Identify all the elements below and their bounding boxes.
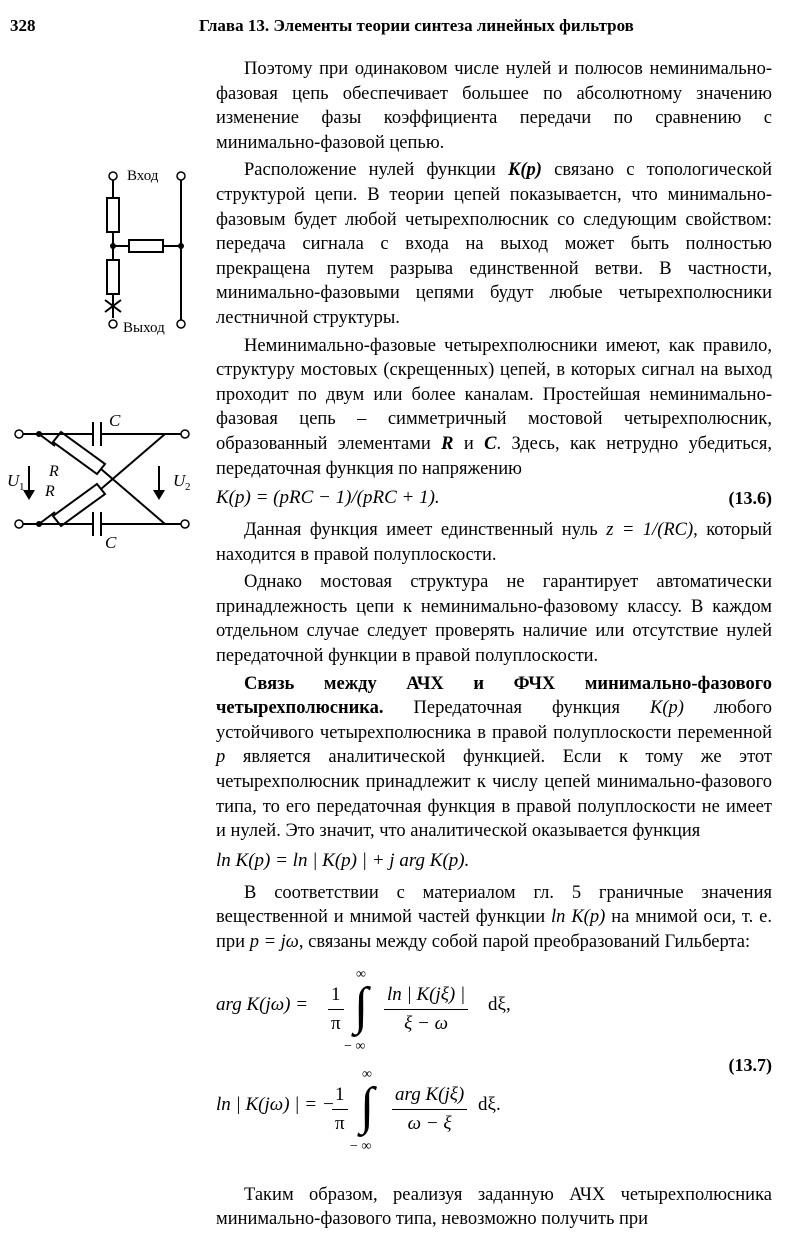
terminal-icon bbox=[177, 320, 185, 328]
text-run: на мнимой оси, т. е. при bbox=[216, 907, 772, 952]
voltage-in-subscript: 1 bbox=[19, 481, 25, 493]
hilbert-row-1 bbox=[216, 963, 772, 1053]
bridge-circuit-diagram bbox=[5, 408, 205, 553]
fraction-numerator: arg K(jξ) bbox=[395, 1083, 465, 1105]
chapter-title: Глава 13. Элементы теории синтеза линейных фильтров bbox=[199, 16, 634, 35]
running-head bbox=[10, 16, 790, 42]
fraction-numerator: ln | K(jξ) | bbox=[387, 983, 466, 1005]
equation-lhs: ln | K(jω) | = − bbox=[216, 1093, 335, 1115]
terminal-icon bbox=[15, 520, 23, 528]
lower-limit: − ∞ bbox=[350, 1138, 372, 1154]
lower-limit: − ∞ bbox=[344, 1038, 366, 1054]
capacitor-label-bottom: C bbox=[105, 533, 117, 552]
upper-limit: ∞ bbox=[362, 1066, 372, 1082]
ladder-circuit-figure bbox=[95, 160, 210, 340]
differential: dξ. bbox=[478, 1093, 501, 1115]
resistor-label-lower: R bbox=[45, 483, 55, 500]
differential: dξ, bbox=[488, 993, 511, 1015]
voltage-out-label: U bbox=[173, 471, 186, 490]
text-run: и bbox=[453, 433, 485, 454]
junction-dot bbox=[36, 431, 42, 437]
terminal-icon bbox=[181, 520, 189, 528]
paragraph: Поэтому при одинаковом числе нулей и полюсов неминимально-фазовая цепь обеспечивает большее по абсолютному значению изменение фазы коэффициента передачи по сравнению с минимально-фазовой цепью. bbox=[216, 59, 772, 153]
voltage-out-subscript: 2 bbox=[185, 481, 191, 493]
text-run: связано с топологической структурой цепи. В теории цепей показываетсн, что минимально-фазовым будет любой четырехполюсник со следующим свойством: передача сигнала с входа на выход может быть полностью прекращена путем разрыва единственной ветви. В частности, минимально-фазовыми цепями будут любые четырехполюсники лестничной структуры. bbox=[216, 160, 773, 328]
integral-sign: ∫ bbox=[354, 977, 369, 1035]
text-run: любого устойчивого четырехполюсника в правой полуплоскости переменной bbox=[216, 698, 772, 743]
equation-number: (13.6) bbox=[728, 488, 772, 509]
fraction-bar bbox=[328, 1009, 344, 1010]
text-run: . Здесь, как нетрудно убедиться, передаточная функция по напряжению bbox=[216, 433, 772, 479]
equation-13-7 bbox=[216, 963, 772, 1169]
fraction-denominator: π bbox=[331, 1013, 341, 1035]
terminal-icon bbox=[109, 320, 117, 328]
terminal-icon bbox=[109, 172, 117, 180]
math-inline: p bbox=[216, 747, 226, 768]
terminal-icon bbox=[177, 172, 185, 180]
output-label: Выход bbox=[123, 320, 165, 336]
math-inline: R bbox=[441, 433, 454, 454]
paragraph bbox=[216, 334, 772, 482]
paragraph bbox=[216, 672, 772, 844]
coefficient-fraction bbox=[332, 1083, 348, 1137]
body-text bbox=[216, 57, 772, 1235]
integrand-fraction bbox=[384, 983, 468, 1037]
terminal-icon bbox=[181, 430, 189, 438]
voltage-in-label: U bbox=[7, 471, 20, 490]
text-run: Данная функция имеет единственный нуль bbox=[244, 520, 607, 541]
resistor-label-upper: R bbox=[49, 463, 59, 480]
text-run: Расположение нулей функции bbox=[244, 160, 509, 181]
ladder-circuit-diagram bbox=[95, 160, 210, 340]
paragraph-heading: Связь между АЧХ и ФЧХ минимально-фазового четырехполюсника. bbox=[216, 673, 772, 719]
fraction-bar bbox=[392, 1109, 467, 1110]
paragraph bbox=[216, 158, 772, 330]
math-inline: K(p) bbox=[508, 160, 542, 181]
math-inline: C bbox=[484, 433, 497, 454]
fraction-denominator: ξ − ω bbox=[404, 1013, 449, 1035]
paragraph: Однако мостовая структура не гарантирует автоматически принадлежность цепи к неминимально-фазовому классу. В каждом отдельном случае следует проверять наличие или отсутствие нулей передаточной функции в правой полуплоскости. bbox=[216, 572, 772, 667]
equation-number: (13.7) bbox=[728, 1054, 772, 1075]
equation-text: K(p) = (pRC − 1)/(pRC + 1). bbox=[216, 487, 440, 509]
junction-dot bbox=[178, 243, 184, 249]
junction-dot bbox=[36, 521, 42, 527]
fraction-numerator: 1 bbox=[331, 983, 341, 1005]
equation-text: ln K(p) = ln | K(p) | + j arg K(p). bbox=[216, 849, 470, 871]
math-inline: z = 1/(RC) bbox=[606, 520, 694, 541]
fraction-bar bbox=[332, 1109, 348, 1110]
paragraph: Таким образом, реализуя заданную АЧХ четырехполюсника минимально-фазового типа, невозможно получить при bbox=[216, 1184, 772, 1230]
paragraph bbox=[216, 518, 772, 567]
text-run: Передаточная функция bbox=[383, 698, 650, 719]
terminal-icon bbox=[15, 430, 23, 438]
arrow-down-icon bbox=[23, 490, 35, 500]
math-inline: p = jω bbox=[249, 932, 299, 952]
page-number: 328 bbox=[10, 16, 36, 35]
text-run: является аналитической функцией. Если к тому же этот четырехполюсник принадлежит к числу цепей минимально-фазового типа, то его передаточная функция в правой полуплоскости не имеет и нулей. Это значит, что аналитической оказывается функция bbox=[216, 747, 772, 842]
upper-limit: ∞ bbox=[356, 966, 366, 982]
equation-13-6 bbox=[216, 484, 772, 512]
arrow-down-icon bbox=[153, 490, 165, 500]
paragraph bbox=[216, 881, 772, 955]
text-run: Неминимально-фазовые четырехполюсники имеют, как правило, структуру мостовых (скрещенных) цепей, в которых сигнал на выход проходит по двум или более каналам. Простейшая неминимально-фазовая цепь – симметричный мостовой четырехполюсник, образованный элементами bbox=[216, 335, 772, 454]
math-inline: K(p) bbox=[649, 698, 684, 719]
fraction-bar bbox=[384, 1009, 468, 1010]
input-label: Вход bbox=[127, 168, 159, 184]
text-run: В соответствии с материалом гл. 5 граничные значения вещественной и мнимой частей функции bbox=[216, 882, 772, 928]
fraction-denominator: π bbox=[335, 1113, 345, 1135]
fraction-numerator: 1 bbox=[335, 1083, 345, 1105]
capacitor-label-top: C bbox=[109, 411, 121, 430]
coefficient-fraction bbox=[328, 983, 344, 1037]
fraction-denominator: ω − ξ bbox=[407, 1113, 452, 1135]
integral-sign: ∫ bbox=[360, 1077, 375, 1135]
bridge-circuit-figure bbox=[5, 408, 205, 553]
text-run: , который находится в правой полуплоскости. bbox=[216, 520, 772, 565]
math-inline: ln K(p) bbox=[551, 907, 606, 928]
junction-dot bbox=[110, 243, 116, 249]
text-run: , связаны между собой парой преобразований Гильберта: bbox=[298, 932, 751, 952]
hilbert-row-2 bbox=[216, 1063, 772, 1153]
equation-ln-k bbox=[216, 847, 772, 875]
equation-lhs: arg K(jω) = bbox=[216, 993, 309, 1015]
integrand-fraction bbox=[392, 1083, 467, 1137]
